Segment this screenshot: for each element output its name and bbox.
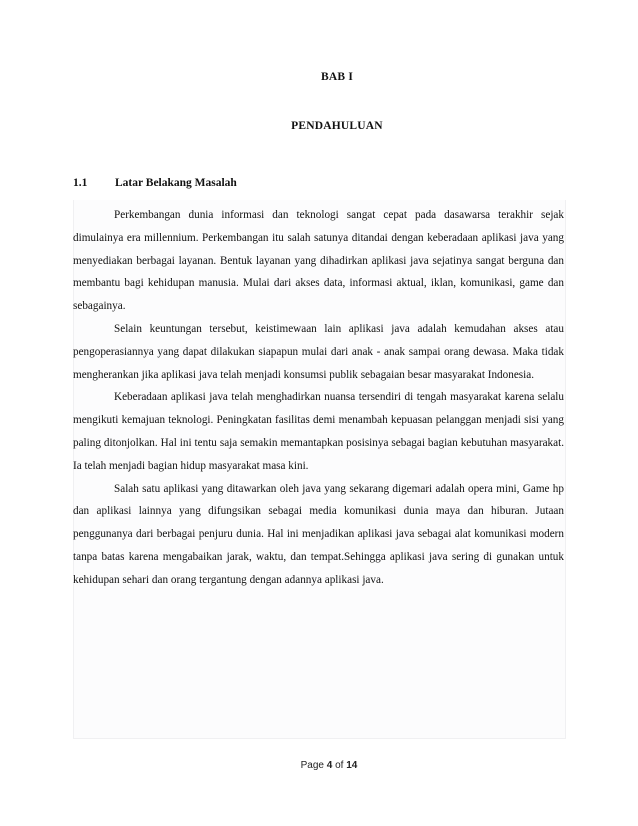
page-footer	[0, 760, 638, 771]
paragraph-2: Selain keuntungan tersebut, keistimewaan lain aplikasi java adalah kemudahan akses atau pengoperasiannya yang dapat dilakukan siapapun mulai dari anak - anak sampai orang dewasa. Maka tidak mengherankan jika aplikasi java telah menjadi konsumsi publik sebagaian besar masyarakat Indonesia.	[73, 322, 564, 381]
section-number: 1.1	[73, 177, 88, 189]
chapter-title: PENDAHULUAN	[291, 120, 383, 132]
section-title: Latar Belakang Masalah	[115, 177, 237, 189]
footer-page-current: 4	[326, 760, 333, 771]
footer-page-total: 14	[346, 760, 358, 771]
footer-page-word: Page	[300, 760, 324, 771]
body-text	[73, 200, 564, 592]
paragraph-1: Perkembangan dunia informasi dan teknologi sangat cepat pada dasawarsa terakhir sejak dimulainya era millennium. Perkembangan itu salah satunya ditandai dengan keberadaan aplikasi java yang menyediakan berbagai layanan. Bentuk layanan yang dihadirkan aplikasi java sejatinya sangat berguna dan membantu bagi kehidupan manusia. Mulai dari akses data, informasi aktual, iklan, komunikasi, game dan sebagainya.	[73, 209, 564, 313]
paragraph-4: Salah satu aplikasi yang ditawarkan oleh java yang sekarang digemari adalah opera mini, Game hp dan aplikasi lainnya yang difungsikan sebagai media komunikasi dunia maya dan hiburan. Jutaan penggunanya dari berbagai penjuru dunia. Hal ini menjadikan aplikasi java sebagai alat komunikasi modern tanpa batas karena mengabaikan jarak, waktu, dan tempat.Sehingga aplikasi java sering di gunakan untuk kehidupan sehari dan orang tergantung dengan adannya aplikasi java.	[73, 482, 564, 586]
section-heading	[73, 177, 237, 189]
chapter-number: BAB I	[321, 71, 353, 83]
paragraph-3: Keberadaan aplikasi java telah menghadirkan nuansa tersendiri di tengah masyarakat karena selalu mengikuti kemajuan teknologi. Peningkatan fasilitas demi menambah kepuasan pelanggan menjadi sisi yang paling ditonjolkan. Hal ini tentu saja semakin memantapkan posisinya sebagai bagian kebutuhan masyarakat. Ia telah menjadi bagian hidup masyarakat masa kini.	[73, 391, 564, 472]
footer-of-word: of	[335, 760, 344, 771]
